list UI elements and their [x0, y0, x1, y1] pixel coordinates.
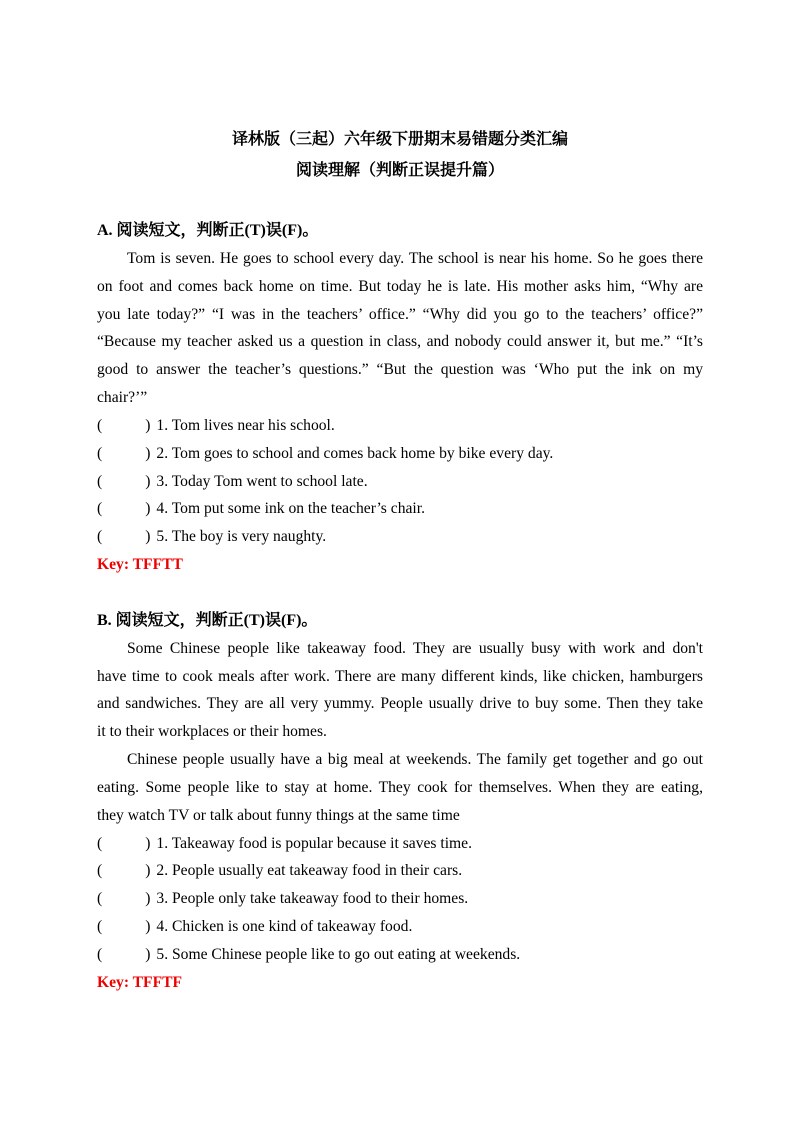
answer-blank-close: ) — [145, 834, 151, 852]
section-b-questions — [97, 830, 703, 969]
passage-line: “Because my teacher asked us a question in class, and nobody could answer it, but me.” “It’s — [97, 333, 703, 351]
answer-blank-open: ( — [97, 472, 103, 490]
question-text: 3. People only take takeaway food to their homes. — [156, 890, 469, 908]
answer-blank-close: ) — [145, 416, 151, 434]
passage-line: they watch TV or talk about funny things at the same time — [97, 806, 460, 824]
question-item — [97, 857, 703, 885]
question-text: 4. Chicken is one kind of takeaway food. — [156, 918, 413, 936]
question-item — [97, 830, 703, 858]
question-text: 2. Tom goes to school and comes back home by bike every day. — [156, 444, 554, 462]
passage-line: good to answer the teacher’s questions.” “But the question was ‘Who put the ink on my — [97, 361, 703, 379]
answer-blank-close: ) — [145, 945, 151, 963]
document-title: 译林版（三起）六年级下册期末易错题分类汇编 — [231, 131, 568, 148]
section-spacer — [97, 579, 703, 607]
section-a-questions — [97, 412, 703, 551]
answer-blank-close: ) — [145, 444, 151, 462]
question-text: 3. Today Tom went to school late. — [156, 472, 368, 490]
question-item — [97, 913, 703, 941]
document-header — [0, 124, 800, 186]
answer-blank-open: ( — [97, 918, 103, 936]
passage-line: you late today?” “I was in the teachers’ office.” “Why did you go to the teachers’ office?” — [97, 305, 703, 323]
answer-blank-close: ) — [145, 472, 151, 490]
passage-line: it to their workplaces or their homes. — [97, 723, 327, 741]
question-text: 4. Tom put some ink on the teacher’s chair. — [156, 500, 425, 518]
passage-line: Chinese people usually have a big meal at weekends. The family get together and go out — [127, 751, 703, 769]
passage-line: on foot and comes back home on time. But today he is late. His mother asks him, “Why are — [97, 277, 703, 295]
question-text: 2. People usually eat takeaway food in their cars. — [156, 862, 463, 880]
passage-line: have time to cook meals after work. There are many different kinds, like chicken, hamburgers — [97, 667, 703, 685]
answer-blank-open: ( — [97, 862, 103, 880]
section-a-passage — [97, 245, 703, 412]
answer-blank-close: ) — [145, 862, 151, 880]
question-item — [97, 885, 703, 913]
answer-blank-close: ) — [145, 528, 151, 546]
question-item — [97, 523, 703, 551]
answer-blank-open: ( — [97, 945, 103, 963]
question-item — [97, 412, 703, 440]
section-a-heading: A. 阅读短文，判断正(T)误(F)。 — [97, 222, 319, 239]
answer-blank-open: ( — [97, 500, 103, 518]
passage-line: chair?’” — [97, 389, 148, 407]
question-item — [97, 495, 703, 523]
answer-blank-open: ( — [97, 444, 103, 462]
answer-blank-close: ) — [145, 918, 151, 936]
answer-blank-open: ( — [97, 890, 103, 908]
question-item — [97, 468, 703, 496]
passage-line: and sandwiches. They are all very yummy. People usually drive to buy some. Then they take — [97, 695, 703, 713]
answer-blank-open: ( — [97, 528, 103, 546]
question-item — [97, 941, 703, 969]
passage-line: Tom is seven. He goes to school every day. The school is near his home. So he goes there — [127, 249, 703, 267]
question-text: 5. The boy is very naughty. — [156, 528, 327, 546]
passage-line: Some Chinese people like takeaway food. They are usually busy with work and don't — [127, 639, 703, 657]
section-b-passage — [97, 635, 703, 830]
question-item — [97, 440, 703, 468]
question-text: 1. Tom lives near his school. — [156, 416, 335, 434]
document-body — [97, 217, 703, 997]
passage-line: eating. Some people like to stay at home. They cook for themselves. When they are eating, — [97, 778, 703, 796]
question-text: 5. Some Chinese people like to go out eating at weekends. — [156, 945, 521, 963]
section-a-answer-key: Key: TFFTT — [97, 556, 183, 574]
answer-blank-close: ) — [145, 890, 151, 908]
question-text: 1. Takeaway food is popular because it saves time. — [156, 834, 473, 852]
answer-blank-close: ) — [145, 500, 151, 518]
section-b-heading: B. 阅读短文，判断正(T)误(F)。 — [97, 611, 318, 629]
answer-blank-open: ( — [97, 416, 103, 434]
answer-blank-open: ( — [97, 834, 103, 852]
section-b-answer-key: Key: TFFTF — [97, 973, 183, 991]
document-subtitle: 阅读理解（判断正误提升篇） — [295, 162, 504, 179]
